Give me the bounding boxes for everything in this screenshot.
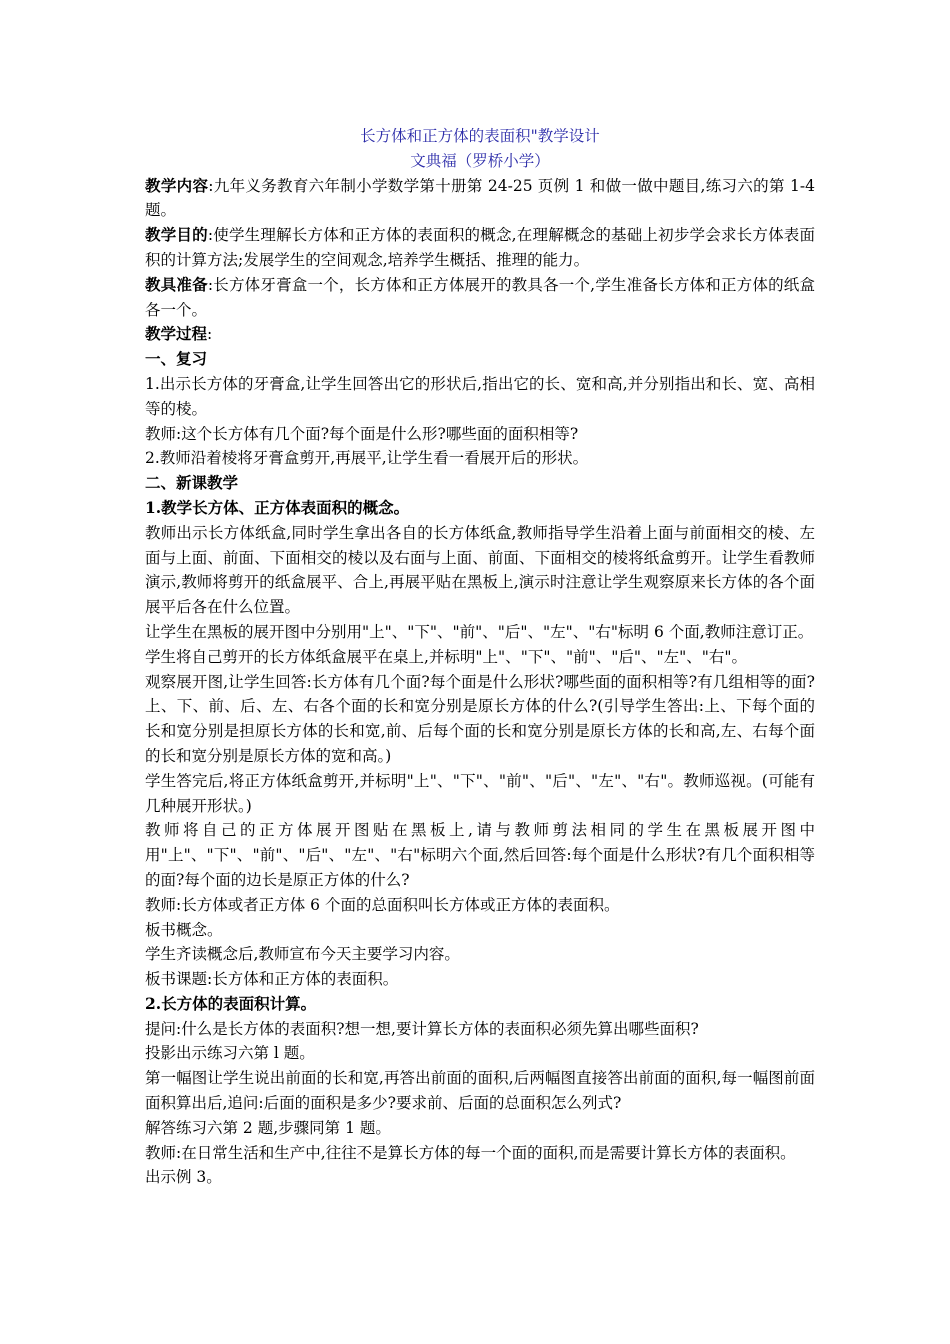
lesson-paragraph: 学生答完后,将正方体纸盒剪开,并标明"上"、"下"、"前"、"后"、"左"、"右"。教师巡视。(可能有几种展开形状。) — [145, 771, 815, 815]
teaching-content — [145, 174, 815, 224]
section-heading-review — [145, 347, 815, 372]
document-body — [145, 124, 815, 1190]
subsection-heading-calculation — [145, 992, 815, 1017]
lesson-paragraph: 教师出示长方体纸盒,同时学生拿出各自的长方体纸盒,教师指导学生沿着上面与前面相交的棱、左面与上面、前面、下面相交的棱以及右面与上面、前面、下面相交的棱将纸盒剪开。让学生看教师演示,教师将剪开的纸盒展平、合上,再展平贴在黑板上,演示时注意让学生观察原来长方体的各个面展平后各在什么位置。 — [145, 523, 815, 617]
lesson-paragraph: 观察展开图,让学生回答:长方体有几个面?每个面是什么形状?哪些面的面积相等?有几组相等的面?上、下、前、后、左、右各个面的长和宽分别是原长方体的什么?(引导学生答出:上、下每个面的长和宽分别是担原长方体的长和宽,前、后每个面的长和宽分别是原长方体的长和高,左、右每个面的长和宽分别是原长方体的宽和高。) — [145, 672, 815, 765]
section-heading-new-lesson — [145, 471, 815, 496]
teaching-goal-text: :使学生理解长方体和正方体的表面积的概念,在理解概念的基础上初步学会求长方体表面积的计算方法;发展学生的空间观念,培养学生概括、推理的能力。 — [145, 226, 815, 269]
lesson-paragraph: 出示例 3。 — [145, 1168, 222, 1187]
teaching-tools — [145, 273, 815, 323]
teaching-process — [145, 322, 815, 347]
lesson-paragraph: 板书概念。 — [145, 920, 223, 939]
teaching-process-label: 教学过程 — [145, 324, 208, 344]
teaching-goal — [145, 223, 815, 273]
lesson-paragraph: 教师将自己的正方体展开图贴在黑板上,请与教师剪法相同的学生在黑板展开图中用"上"、"下"、"前"、"后"、"左"、"右"标明六个面,然后回答:每个面是什么形状?有几个面积相等的面?每个面的边长是原正方体的什么? — [145, 821, 815, 889]
review-paragraph: 2.教师沿着棱将牙膏盒剪开,再展平,让学生看一看展开后的形状。 — [145, 449, 589, 468]
document-author: 文典福（罗桥小学） — [410, 151, 550, 170]
concept-heading-text: 1.教学长方体、正方体表面积的概念。 — [145, 497, 410, 517]
new-lesson-heading-text: 二、新课教学 — [145, 473, 239, 493]
lesson-paragraph: 第一幅图让学生说出前面的长和宽,再答出前面的面积,后两幅图直接答出前面的面积,每一幅图前面面积算出后,追问:后面的面积是多少?要求前、后面的总面积怎么列式? — [145, 1069, 815, 1113]
teaching-tools-label: 教具准备 — [145, 274, 208, 294]
review-paragraph: 教师:这个长方体有几个面?每个面是什么形?哪些面的面积相等? — [145, 424, 579, 443]
lesson-paragraph: 学生齐读概念后,教师宣布今天主要学习内容。 — [145, 945, 460, 964]
teaching-goal-label: 教学目的 — [145, 225, 208, 245]
lesson-paragraph: 解答练习六第 2 题,步骤同第 1 题。 — [145, 1118, 391, 1137]
review-paragraph: 1.出示长方体的牙膏盒,让学生回答出它的形状后,指出它的长、宽和高,并分别指出和长、宽、高相等的棱。 — [145, 374, 815, 418]
calculation-heading-text: 2.长方体的表面积计算。 — [145, 993, 317, 1013]
review-heading-text: 一、复习 — [145, 349, 208, 369]
lesson-paragraph: 学生将自己剪开的长方体纸盒展平在桌上,并标明"上"、"下"、"前"、"后"、"左"、"右"。 — [145, 647, 747, 666]
teaching-process-colon: : — [207, 325, 213, 344]
teaching-tools-text: :长方体牙膏盒一个，长方体和正方体展开的教具各一个,学生准备长方体和正方体的纸盒各一个。 — [145, 275, 815, 319]
lesson-paragraph: 板书课题:长方体和正方体的表面积。 — [145, 970, 399, 989]
teaching-content-text: :九年义务教育六年制小学数学第十册第 24-25 页例 1 和做一做中题目,练习六的第 1-4 题。 — [145, 176, 815, 220]
lesson-paragraph: 教师:在日常生活和生产中,往往不是算长方体的每一个面的面积,而是需要计算长方体的表面积。 — [145, 1143, 796, 1162]
lesson-paragraph: 提问:什么是长方体的表面积?想一想,要计算长方体的表面积必须先算出哪些面积? — [145, 1019, 699, 1038]
subsection-heading-concept — [145, 496, 815, 521]
lesson-paragraph: 让学生在黑板的展开图中分别用"上"、"下"、"前"、"后"、"左"、"右"标明 6 个面,教师注意订正。 — [145, 622, 814, 641]
document-title: 长方体和正方体的表面积"教学设计 — [360, 127, 600, 145]
lesson-paragraph: 教师:长方体或者正方体 6 个面的总面积叫长方体或正方体的表面积。 — [145, 895, 620, 914]
lesson-paragraph: 投影出示练习六第 l 题。 — [145, 1044, 315, 1063]
teaching-content-label: 教学内容 — [145, 175, 209, 195]
